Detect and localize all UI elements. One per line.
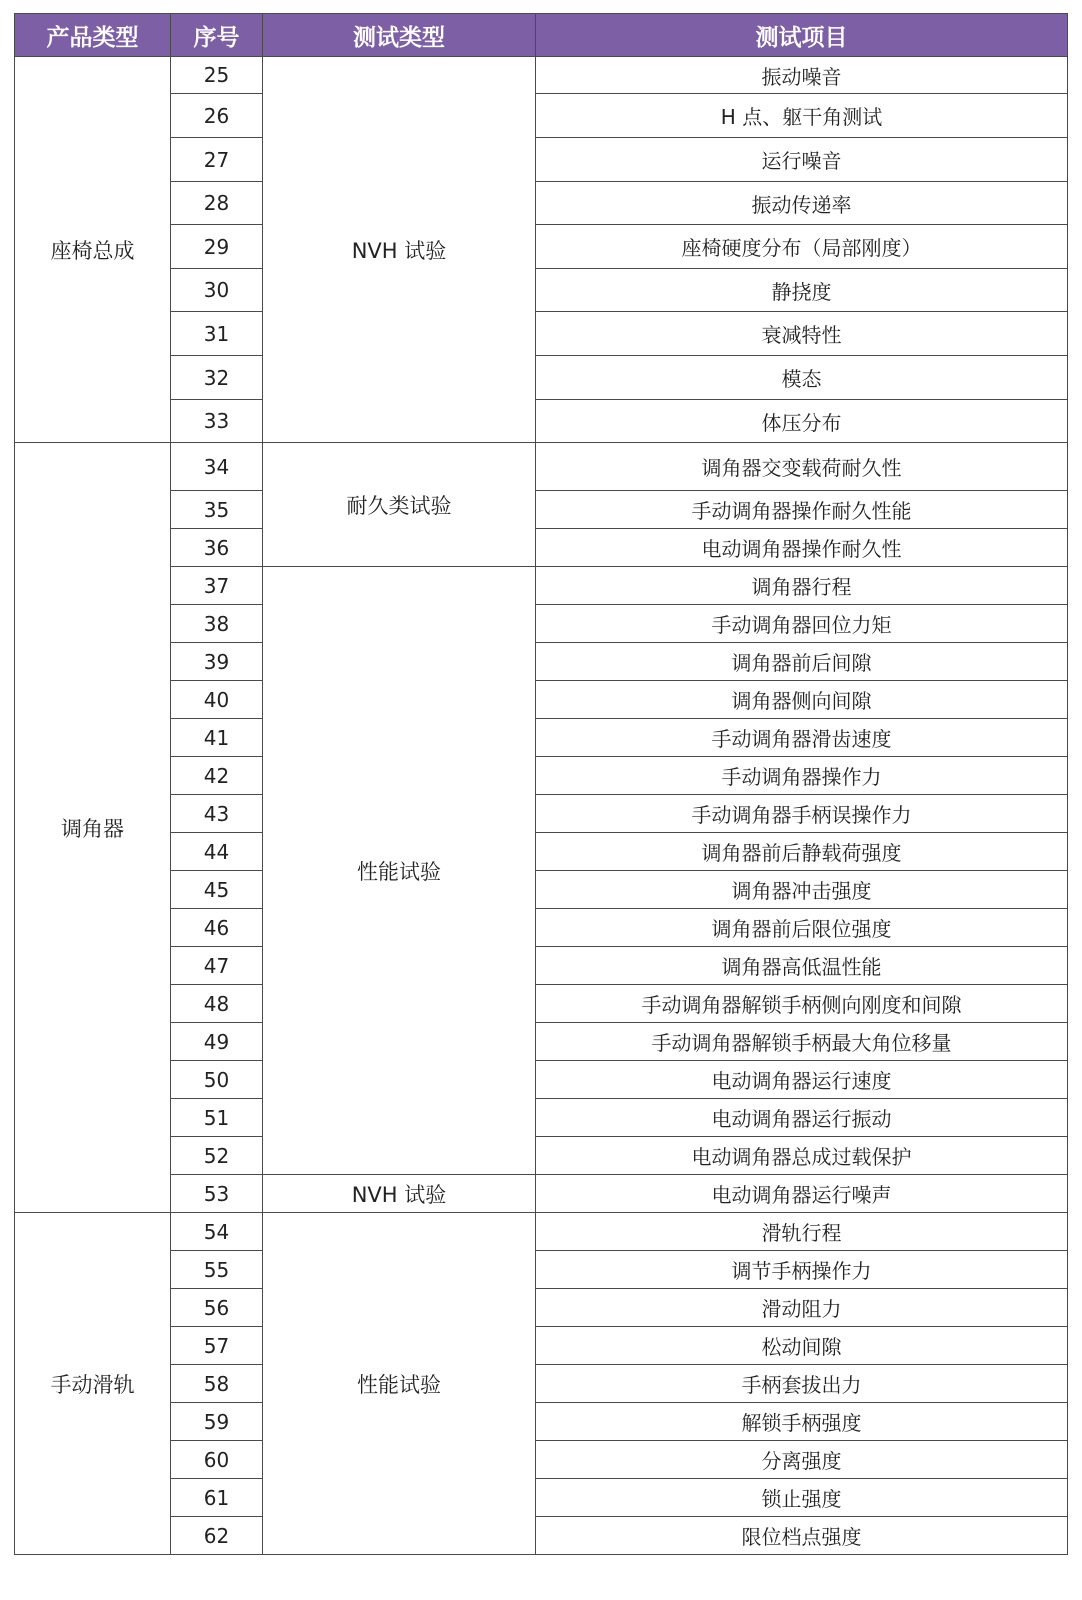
test-item-cell: 手动调角器回位力矩 (536, 605, 1068, 643)
number-cell: 27 (171, 138, 263, 182)
number-cell: 56 (171, 1289, 263, 1327)
table-row (15, 356, 1068, 400)
number-cell: 45 (171, 871, 263, 909)
number-cell: 39 (171, 643, 263, 681)
table-row (15, 400, 1068, 443)
test-item-cell: 衰减特性 (536, 312, 1068, 356)
table-body (15, 57, 1068, 1555)
table-header (15, 14, 1068, 57)
table-row (15, 138, 1068, 182)
header-test-item: 测试项目 (536, 14, 1068, 57)
test-item-cell: 静挠度 (536, 269, 1068, 312)
table-row (15, 1213, 1068, 1251)
table-row (15, 312, 1068, 356)
test-item-cell: 松动间隙 (536, 1327, 1068, 1365)
number-cell: 58 (171, 1365, 263, 1403)
table-row (15, 643, 1068, 681)
table-row (15, 491, 1068, 529)
test-item-cell: 电动调角器运行噪声 (536, 1175, 1068, 1213)
number-cell: 52 (171, 1137, 263, 1175)
table-row (15, 681, 1068, 719)
test-item-cell: 电动调角器运行振动 (536, 1099, 1068, 1137)
test-type-cell: NVH 试验 (263, 1175, 536, 1213)
test-item-cell: 手动调角器操作力 (536, 757, 1068, 795)
test-item-cell: 体压分布 (536, 400, 1068, 443)
table-row (15, 529, 1068, 567)
test-type-cell: 性能试验 (263, 567, 536, 1175)
test-item-cell: 调角器行程 (536, 567, 1068, 605)
test-item-cell: 解锁手柄强度 (536, 1403, 1068, 1441)
test-type-cell: NVH 试验 (263, 57, 536, 443)
number-cell: 26 (171, 94, 263, 138)
number-cell: 37 (171, 567, 263, 605)
number-cell: 42 (171, 757, 263, 795)
table-row (15, 719, 1068, 757)
table-row (15, 1441, 1068, 1479)
table-row (15, 269, 1068, 312)
test-type-cell: 耐久类试验 (263, 443, 536, 567)
test-item-cell: 调节手柄操作力 (536, 1251, 1068, 1289)
number-cell: 50 (171, 1061, 263, 1099)
number-cell: 57 (171, 1327, 263, 1365)
number-cell: 31 (171, 312, 263, 356)
test-item-cell: 手动调角器解锁手柄侧向刚度和间隙 (536, 985, 1068, 1023)
number-cell: 54 (171, 1213, 263, 1251)
number-cell: 55 (171, 1251, 263, 1289)
test-item-cell: 运行噪音 (536, 138, 1068, 182)
number-cell: 53 (171, 1175, 263, 1213)
table-row (15, 94, 1068, 138)
table-row (15, 1137, 1068, 1175)
test-item-cell: H 点、躯干角测试 (536, 94, 1068, 138)
test-item-cell: 模态 (536, 356, 1068, 400)
table-row (15, 871, 1068, 909)
test-item-cell: 手动调角器手柄误操作力 (536, 795, 1068, 833)
table-row (15, 1061, 1068, 1099)
table-row (15, 1479, 1068, 1517)
table-row (15, 1327, 1068, 1365)
test-item-cell: 限位档点强度 (536, 1517, 1068, 1555)
table-row (15, 757, 1068, 795)
number-cell: 32 (171, 356, 263, 400)
number-cell: 43 (171, 795, 263, 833)
number-cell: 59 (171, 1403, 263, 1441)
number-cell: 35 (171, 491, 263, 529)
number-cell: 61 (171, 1479, 263, 1517)
number-cell: 41 (171, 719, 263, 757)
number-cell: 44 (171, 833, 263, 871)
table-row (15, 567, 1068, 605)
header-row (15, 14, 1068, 57)
number-cell: 33 (171, 400, 263, 443)
test-item-cell: 电动调角器操作耐久性 (536, 529, 1068, 567)
number-cell: 30 (171, 269, 263, 312)
table-row (15, 795, 1068, 833)
table-row (15, 833, 1068, 871)
test-item-cell: 振动传递率 (536, 182, 1068, 225)
number-cell: 60 (171, 1441, 263, 1479)
number-cell: 25 (171, 57, 263, 94)
table-row (15, 1251, 1068, 1289)
test-item-cell: 分离强度 (536, 1441, 1068, 1479)
table-row (15, 443, 1068, 491)
test-item-cell: 调角器前后静载荷强度 (536, 833, 1068, 871)
table-row (15, 1365, 1068, 1403)
test-item-cell: 锁止强度 (536, 1479, 1068, 1517)
test-item-cell: 调角器前后限位强度 (536, 909, 1068, 947)
number-cell: 38 (171, 605, 263, 643)
table-row (15, 1175, 1068, 1213)
table-row (15, 605, 1068, 643)
number-cell: 40 (171, 681, 263, 719)
number-cell: 36 (171, 529, 263, 567)
test-item-cell: 手柄套拔出力 (536, 1365, 1068, 1403)
number-cell: 48 (171, 985, 263, 1023)
test-item-cell: 手动调角器操作耐久性能 (536, 491, 1068, 529)
number-cell: 51 (171, 1099, 263, 1137)
number-cell: 49 (171, 1023, 263, 1061)
test-item-cell: 电动调角器运行速度 (536, 1061, 1068, 1099)
test-item-cell: 调角器高低温性能 (536, 947, 1068, 985)
table-row (15, 1099, 1068, 1137)
test-item-cell: 调角器侧向间隙 (536, 681, 1068, 719)
test-item-cell: 手动调角器滑齿速度 (536, 719, 1068, 757)
test-items-table (14, 13, 1068, 1555)
test-type-cell: 性能试验 (263, 1213, 536, 1555)
table-row (15, 225, 1068, 269)
test-item-cell: 电动调角器总成过载保护 (536, 1137, 1068, 1175)
number-cell: 28 (171, 182, 263, 225)
table-row (15, 182, 1068, 225)
test-item-cell: 振动噪音 (536, 57, 1068, 94)
table-row (15, 985, 1068, 1023)
header-number: 序号 (171, 14, 263, 57)
test-item-cell: 调角器冲击强度 (536, 871, 1068, 909)
header-test-type: 测试类型 (263, 14, 536, 57)
number-cell: 47 (171, 947, 263, 985)
table-row (15, 947, 1068, 985)
product-type-cell: 手动滑轨 (15, 1213, 171, 1555)
header-product-type: 产品类型 (15, 14, 171, 57)
table-row (15, 1023, 1068, 1061)
test-item-cell: 座椅硬度分布（局部刚度） (536, 225, 1068, 269)
product-type-cell: 调角器 (15, 443, 171, 1213)
product-type-cell: 座椅总成 (15, 57, 171, 443)
test-item-cell: 手动调角器解锁手柄最大角位移量 (536, 1023, 1068, 1061)
table-row (15, 909, 1068, 947)
table-row (15, 1403, 1068, 1441)
table-row (15, 1517, 1068, 1555)
test-item-cell: 滑轨行程 (536, 1213, 1068, 1251)
test-item-cell: 调角器交变载荷耐久性 (536, 443, 1068, 491)
number-cell: 46 (171, 909, 263, 947)
test-item-cell: 滑动阻力 (536, 1289, 1068, 1327)
number-cell: 29 (171, 225, 263, 269)
test-item-cell: 调角器前后间隙 (536, 643, 1068, 681)
number-cell: 34 (171, 443, 263, 491)
table-row (15, 57, 1068, 94)
number-cell: 62 (171, 1517, 263, 1555)
table-row (15, 1289, 1068, 1327)
